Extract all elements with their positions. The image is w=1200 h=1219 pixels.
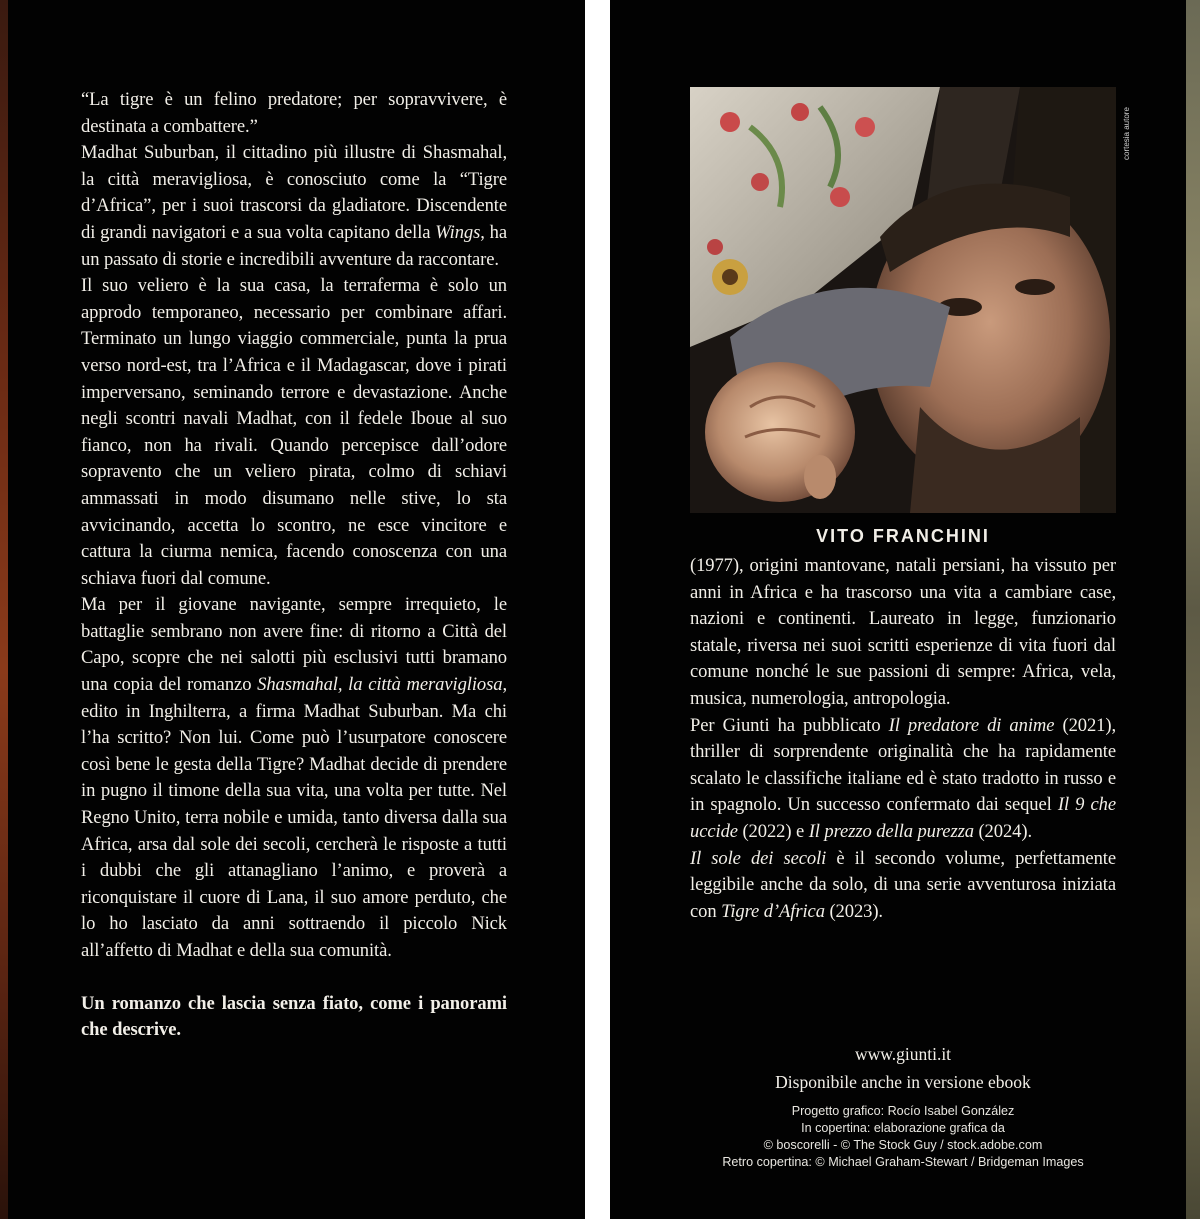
synopsis-paragraph: Ma per il giovane navigante, sempre irrequieto, le battaglie sembrano non avere fine: di ritorno a Città del Capo, scopre che nei salotti più esclusivi tutti bramano una copia del romanzo Shasmahal, la città meravigliosa, edito in Inghilterra, a firma Madhat Suburban. Ma chi l’ha scritto? Non lui. Come può l’usurpatore conoscere così bene le gesta della Tigre? Madhat decide di prendere in pugno il timone della sua vita, una volta per tutte. Nel Regno Unito, terra nobile e umida, tanto diversa dalla sua Africa, arsa dal sole dei secoli, cercherà le risposte a tutti i dubbi che gli attanagliano l’animo, e proverà a riconquistare il cuore di Lana, il suo amore perduto, che lo ho lasciato da anni sottraendo il piccolo Nick all’affetto di Madhat e della sua comunità. [81,594,507,961]
author-photo [690,87,1116,513]
publisher-info [690,1040,1116,1096]
italic-title: Wings [435,221,481,243]
author-photo-illustration [690,87,1116,513]
synopsis [81,87,507,1044]
synopsis-paragraph: Il suo veliero è la sua casa, la terraferma è solo un approdo temporaneo, necessario per combinare affari. Terminato un lungo viaggio commerciale, punta la prua verso nord-est, tra l’Africa e il Madagascar, dove i pirati imperversano, seminando terrore e devastazione. Anche negli scontri navali Madhat, con il fedele Iboue al suo fianco, non ha rivali. Quando percepisce dall’odore sopravento che un veliero pirata, colmo di schiavi ammassati in modo disumano nelle stive, lo sta avvicinando, accetta lo scontro, ne esce vincitore e cattura la ciurma nemica, facendo conoscenza con una schiava fuori dal comune. [81,275,507,589]
italic-title: Shasmahal, la città meravigliosa [257,674,503,696]
credit-line: Progetto grafico: Rocío Isabel González [791,1104,1015,1118]
photo-credit: cortesia autore [1122,107,1131,160]
cover-edge-right [1186,0,1200,1219]
italic-title: Tigre d’Africa [721,900,825,922]
tagline: Un romanzo che lascia senza fiato, come i panorami che descrive. [81,992,507,1041]
synopsis-paragraphs [81,87,507,965]
italic-title: Il sole dei secoli [690,847,827,869]
back-flap [610,0,1186,1219]
flap-gutter [585,0,610,1219]
ebook-note: Disponibile anche in versione ebook [775,1072,1031,1092]
front-flap [8,0,585,1219]
bio-paragraph: (1977), origini mantovane, natali persiani, ha vissuto per anni in Africa e ha trascorso una vita a cambiare case, nazioni e continenti. Laureato in legge, funzionario statale, riversa nei suoi scritti esperienze di vita fuori dal comune nonché le sue passioni di sempre: Africa, vela, musica, numerologia, antropologia. [690,555,1116,709]
cover-edge-left [0,0,8,1219]
author-bio [690,553,1116,925]
credit-line: In copertina: elaborazione grafica da [801,1121,1005,1135]
synopsis-paragraph: “La tigre è un felino predatore; per sopravvivere, è destinata a combattere.” [81,89,507,137]
italic-title: Il prezzo della purezza [808,820,974,842]
image-credits [670,1103,1136,1171]
synopsis-paragraph: Madhat Suburban, il cittadino più illustre di Shasmahal, la città meravigliosa, è conosciuto come la “Tigre d’Africa”, per i suoi trascorsi da gladiatore. Discendente di grandi navigatori e a sua volta capitano della Wings, ha un passato di storie e incredibili avventure da raccontare. [81,142,507,270]
publisher-website[interactable]: www.giunti.it [854,1044,952,1064]
bio-paragraph: Per Giunti ha pubblicato Il predatore di anime (2021), thriller di sorprendente originalità che ha rapidamente scalato le classifiche italiane ed è stato tradotto in russo e in spagnolo. Un successo confermato dai sequel Il 9 che uccide (2022) e Il prezzo della purezza (2024). [690,714,1116,842]
italic-title: Il 9 che uccide [690,794,1116,842]
credit-line: Retro copertina: © Michael Graham-Stewart / Bridgeman Images [722,1155,1084,1169]
bio-paragraph: Il sole dei secoli è il secondo volume, perfettamente leggibile anche da solo, di una serie avventurosa iniziata con Tigre d’Africa (2023). [690,847,1116,922]
italic-title: Il predatore di anime [888,714,1055,736]
author-name: VITO FRANCHINI [816,526,990,546]
credit-line: © boscorelli - © The Stock Guy / stock.adobe.com [763,1138,1043,1152]
